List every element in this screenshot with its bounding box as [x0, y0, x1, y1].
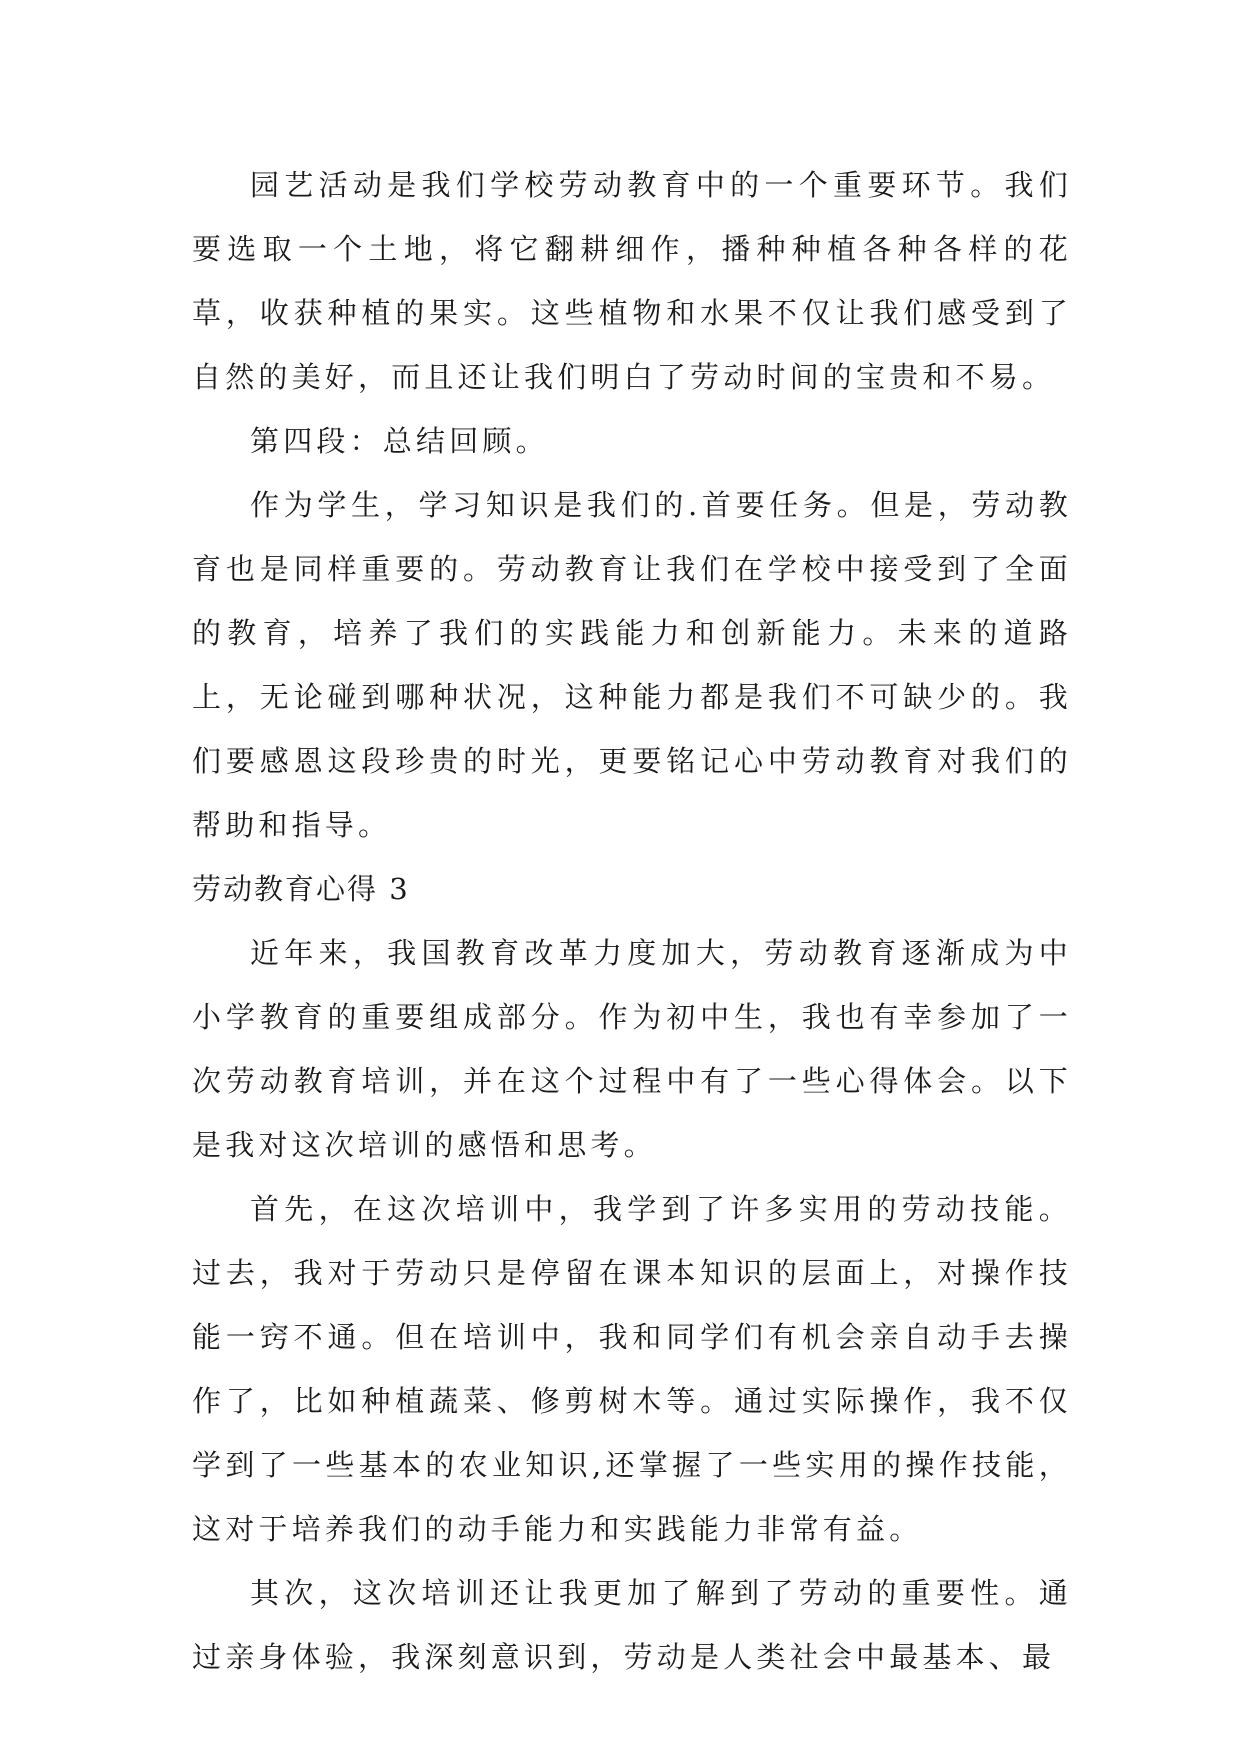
paragraph-second: 其次，这次培训还让我更加了解到了劳动的重要性。通过亲身体验，我深刻意识到，劳动是人类社会中最基本、最	[192, 1576, 1072, 1674]
paragraph-gardening: 园艺活动是我们学校劳动教育中的一个重要环节。我们要选取一个土地，将它翻耕细作，播种种植各种各样的花草，收获种植的果实。这些植物和水果不仅让我们感受到了自然的美好，而且还让我们明白了劳动时间的宝贵和不易。	[192, 168, 1072, 394]
paragraph-first: 首先，在这次培训中，我学到了许多实用的劳动技能。过去，我对于劳动只是停留在课本知识的层面上，对操作技能一窍不通。但在培训中，我和同学们有机会亲自动手去操作了，比如种植蔬菜、修剪树木等。通过实际操作，我不仅学到了一些基本的农业知识,还掌握了一些实用的操作技能，这对于培养我们的动手能力和实践能力非常有益。	[192, 1192, 1072, 1546]
paragraph-intro: 近年来，我国教育改革力度加大，劳动教育逐渐成为中小学教育的重要组成部分。作为初中生，我也有幸参加了一次劳动教育培训，并在这个过程中有了一些心得体会。以下是我对这次培训的感悟和思考。	[192, 936, 1072, 1162]
section-heading: 劳动教育心得 3	[192, 872, 410, 906]
document-body	[192, 153, 1072, 1689]
paragraph-summary: 作为学生，学习知识是我们的.首要任务。但是，劳动教育也是同样重要的。劳动教育让我们在学校中接受到了全面的教育，培养了我们的实践能力和创新能力。未来的道路上，无论碰到哪种状况，这种能力都是我们不可缺少的。我们要感恩这段珍贵的时光，更要铭记心中劳动教育对我们的帮助和指导。	[192, 488, 1072, 842]
paragraph-section-four-title: 第四段：总结回顾。	[250, 424, 549, 458]
